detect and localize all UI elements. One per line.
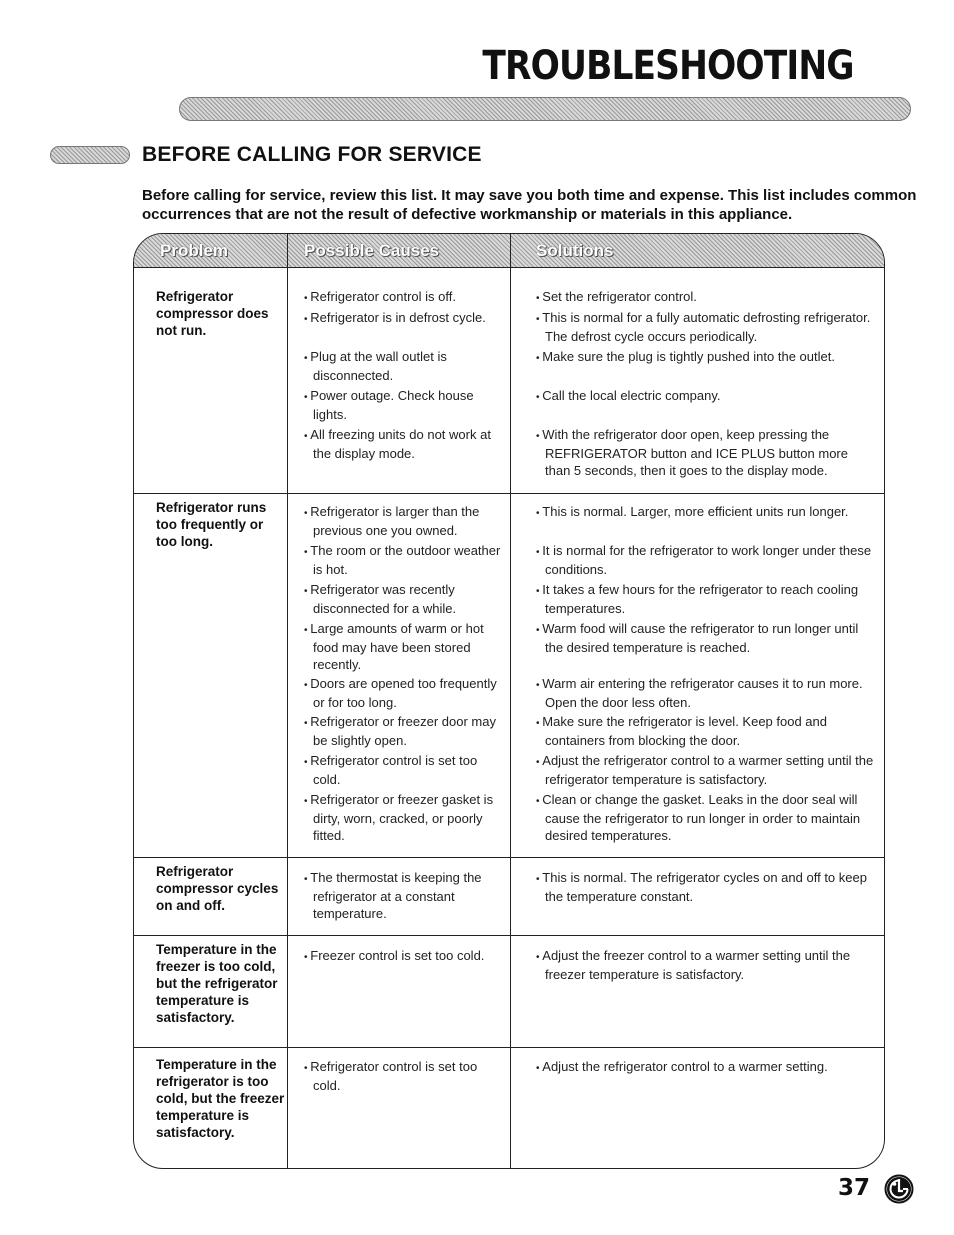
cause-item: • Refrigerator control is off. (304, 288, 504, 307)
table-row (134, 858, 884, 936)
cause-item: • Refrigerator control is set too cold. (304, 1058, 504, 1094)
solution-item: • Warm air entering the refrigerator causes it to run more. Open the door less often. (536, 675, 876, 711)
cause-item: • Refrigerator was recently disconnected for a while. (304, 581, 504, 617)
solution-item: • Set the refrigerator control. (536, 288, 876, 307)
problem-cell: Refrigerator compressor does not run. (156, 289, 269, 338)
solution-item: • Clean or change the gasket. Leaks in the door seal will cause the refrigerator to run longer in order to maintain desired temperatures. (536, 791, 876, 844)
solution-item: • This is normal. The refrigerator cycles on and off to keep the temperature constant. (536, 869, 876, 905)
problem-cell: Refrigerator compressor cycles on and off. (156, 864, 279, 913)
solution-item: • Adjust the freezer control to a warmer setting until the freezer temperature is satisfactory. (536, 947, 876, 983)
solution-item: • It takes a few hours for the refrigerator to reach cooling temperatures. (536, 581, 876, 617)
cause-item: • Refrigerator or freezer gasket is dirty, worn, cracked, or poorly fitted. (304, 791, 504, 844)
solution-item: • Adjust the refrigerator control to a warmer setting until the refrigerator temperature is satisfactory. (536, 752, 876, 788)
section-tab-decoration (50, 146, 130, 164)
solution-item: • Warm food will cause the refrigerator to run longer until the desired temperature is reached. (536, 620, 876, 656)
solution-item: • It is normal for the refrigerator to work longer under these conditions. (536, 542, 876, 578)
solution-item: • Make sure the refrigerator is level. Keep food and containers from blocking the door. (536, 713, 876, 749)
solution-item: • With the refrigerator door open, keep pressing the REFRIGERATOR button and ICE PLUS button more than 5 seconds, then it goes to the display mode. (536, 426, 876, 479)
problem-cell: Temperature in the freezer is too cold, but the refrigerator temperature is satisfactory. (156, 942, 278, 1025)
title-decorative-bar (179, 97, 911, 121)
cause-item: • The room or the outdoor weather is hot. (304, 542, 504, 578)
solution-item: • Call the local electric company. (536, 387, 876, 406)
problem-cell: Refrigerator runs too frequently or too long. (156, 500, 267, 549)
cause-item: • Freezer control is set too cold. (304, 947, 504, 966)
problem-cell: Temperature in the refrigerator is too cold, but the freezer temperature is satisfactory. (156, 1057, 285, 1140)
cause-item: • Power outage. Check house lights. (304, 387, 504, 423)
header-possible-causes: Possible Causes (304, 241, 440, 260)
solution-item: • This is normal. Larger, more efficient units run longer. (536, 503, 876, 522)
header-solutions: Solutions (536, 241, 614, 260)
table-row (134, 1048, 884, 1168)
table-row (134, 268, 884, 494)
cause-item: • Refrigerator control is set too cold. (304, 752, 504, 788)
cause-item: • Refrigerator or freezer door may be slightly open. (304, 713, 504, 749)
solution-item: • Adjust the refrigerator control to a warmer setting. (536, 1058, 876, 1077)
cause-item: • The thermostat is keeping the refrigerator at a constant temperature. (304, 869, 504, 922)
header-problem: Problem (160, 241, 229, 260)
cause-item: • Plug at the wall outlet is disconnected. (304, 348, 504, 384)
section-heading: BEFORE CALLING FOR SERVICE (142, 143, 482, 166)
lg-logo-icon (884, 1174, 914, 1204)
cause-item: • Large amounts of warm or hot food may have been stored recently. (304, 620, 504, 673)
solution-item: • Make sure the plug is tightly pushed into the outlet. (536, 348, 876, 367)
solution-item: • This is normal for a fully automatic defrosting refrigerator. The defrost cycle occurs periodically. (536, 309, 876, 345)
section-intro: Before calling for service, review this list. It may save you both time and expense. This list includes common occurrences that are not the result of defective workmanship or materials in this appliance. (142, 187, 917, 223)
cause-item: • Refrigerator is in defrost cycle. (304, 309, 504, 328)
cause-item: • All freezing units do not work at the display mode. (304, 426, 504, 462)
table-row (134, 936, 884, 1048)
cause-item: • Refrigerator is larger than the previous one you owned. (304, 503, 504, 539)
page-number: 37 (837, 1175, 870, 1201)
troubleshooting-table (133, 233, 885, 1169)
table-header (134, 234, 884, 268)
page-title: TROUBLESHOOTING (482, 43, 854, 89)
table-row (134, 494, 884, 858)
cause-item: • Doors are opened too frequently or for too long. (304, 675, 504, 711)
